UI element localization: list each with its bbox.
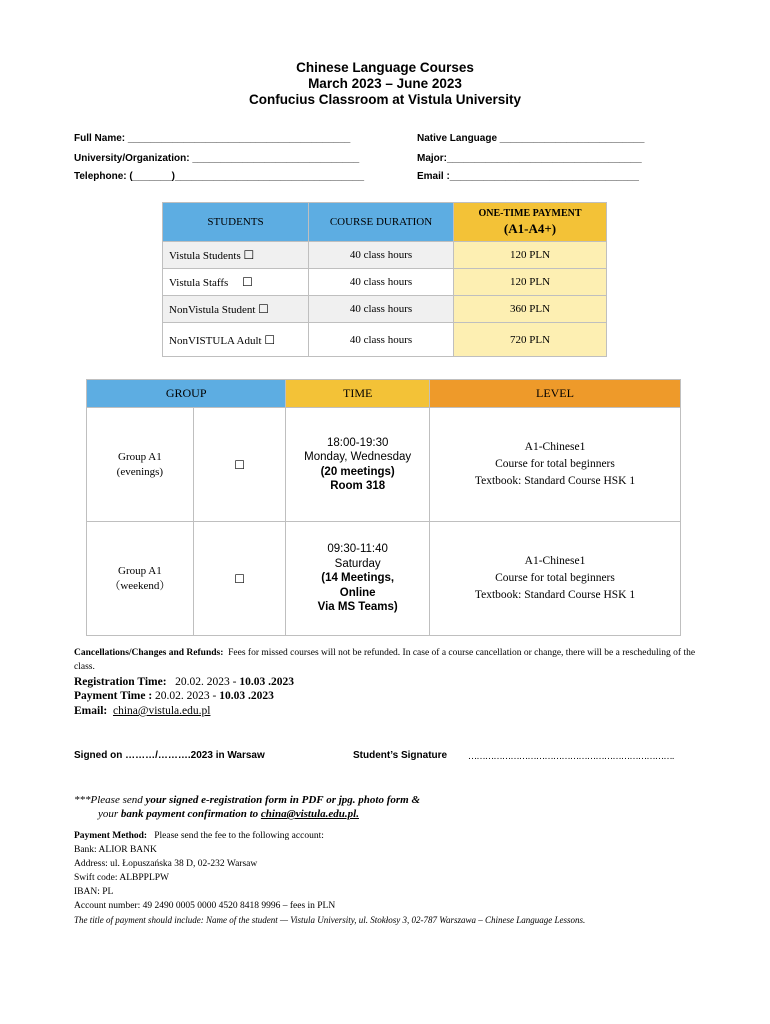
table-row xyxy=(163,269,607,296)
contact-email xyxy=(74,703,210,719)
level-cell xyxy=(429,408,680,522)
email-field[interactable]: Email :__________________________________ xyxy=(417,171,639,182)
cancellation-label: Cancellations/Changes and Refunds: xyxy=(74,648,224,658)
time-room: Room 318 xyxy=(330,480,386,492)
group-name: Group A1 xyxy=(118,450,162,463)
table-row xyxy=(163,242,607,269)
time-platform: Via MS Teams) xyxy=(317,601,398,614)
group-schedule: (evenings) xyxy=(116,465,164,478)
major-field[interactable]: Major:___________________________________ xyxy=(417,153,642,164)
cancellation-text: Fees for missed courses will not be refunded. In case of a course cancellation or change, there will be a rescheduling of the class. xyxy=(74,648,696,672)
student-type-cell xyxy=(163,323,309,357)
telephone-field[interactable]: Telephone: (_______)__________________________________ xyxy=(74,171,365,182)
iban: IBAN: PL xyxy=(74,887,114,897)
note-line2-prefix: your xyxy=(98,808,121,820)
duration-header: COURSE DURATION xyxy=(309,203,454,242)
payment-time-label: Payment Time : xyxy=(74,690,153,702)
group-select-cell xyxy=(193,522,286,636)
university-field[interactable]: University/Organization: ______________________________ xyxy=(74,153,360,164)
student-type-cell xyxy=(163,269,309,296)
registration-end: 10.03 .2023 xyxy=(239,676,294,688)
vistula-staffs-checkbox[interactable]: ☐ xyxy=(242,275,253,289)
course-dates: March 2023 – June 2023 xyxy=(308,76,462,91)
student-signature-label: Student’s Signature xyxy=(353,750,448,761)
email-link[interactable]: china@vistula.edu.pl xyxy=(112,705,211,717)
vistula-students-checkbox[interactable]: ☐ xyxy=(243,248,255,262)
group-name-cell xyxy=(87,522,194,636)
signed-on[interactable]: Signed on ………/……….2023 in Warsaw xyxy=(74,750,265,761)
full-name-field[interactable]: Full Name: ________________________________________ xyxy=(74,133,351,144)
email-label: Email: xyxy=(74,705,108,717)
level-header: LEVEL xyxy=(429,380,680,408)
payment-title-note: The title of payment should include: Name of the student — Vistula University, ul. Stokłosy 3, 02-787 Warszawa – Chinese Language Lessons. xyxy=(74,915,586,925)
time-cell xyxy=(286,522,430,636)
table-row xyxy=(87,408,681,522)
payment-method-intro: Please send the fee to the following account: xyxy=(154,831,324,841)
bank-address: Address: ul. Łopuszańska 38 D, 02-232 Warsaw xyxy=(74,859,258,869)
time-cell xyxy=(286,408,430,522)
level-textbook: Textbook: Standard Course HSK 1 xyxy=(474,475,636,487)
group-name: Group A1 xyxy=(118,564,162,577)
group-weekend-checkbox[interactable]: ☐ xyxy=(234,571,245,586)
price-cell: 120 PLN xyxy=(454,269,607,296)
time-days: Monday, Wednesday xyxy=(304,451,412,463)
group-evenings-checkbox[interactable]: ☐ xyxy=(234,457,245,472)
duration-cell: 40 class hours xyxy=(309,296,454,323)
time-meetings: (14 Meetings, xyxy=(321,572,395,585)
duration-cell: 40 class hours xyxy=(309,323,454,357)
signature-line[interactable]: ………………………………………………………………. xyxy=(468,751,674,761)
note-confirmation-text: bank payment confirmation to xyxy=(120,808,261,820)
groups-table xyxy=(86,379,681,636)
cancellation-policy xyxy=(74,646,696,674)
student-type-label: Vistula Students xyxy=(169,250,241,262)
note-email-link[interactable]: china@vistula.edu.pl. xyxy=(260,808,359,820)
swift-code: Swift code: ALBPPLPW xyxy=(74,873,170,883)
level-description: Course for total beginners xyxy=(495,458,615,470)
payment-method-label: Payment Method: xyxy=(74,831,148,841)
time-mode: Online xyxy=(339,586,376,599)
student-type-label: NonVistula Student xyxy=(169,304,256,316)
student-type-label: NonVISTULA Adult xyxy=(169,334,262,347)
course-venue: Confucius Classroom at Vistula University xyxy=(248,92,522,107)
payment-header xyxy=(454,203,607,242)
price-cell: 120 PLN xyxy=(454,242,607,269)
time-range: 09:30-11:40 xyxy=(327,543,388,556)
fees-table xyxy=(162,202,607,357)
student-type-cell xyxy=(163,242,309,269)
student-type-cell xyxy=(163,296,309,323)
level-name: A1-Chinese1 xyxy=(524,441,586,453)
payment-method xyxy=(74,829,714,927)
nonvistula-student-checkbox[interactable]: ☐ xyxy=(258,302,269,316)
group-header: GROUP xyxy=(87,380,286,408)
registration-label: Registration Time: xyxy=(74,676,167,688)
table-row xyxy=(163,323,607,357)
payment-header-line2: (A1-A4+) xyxy=(503,220,557,236)
duration-cell: 40 class hours xyxy=(309,242,454,269)
note-prefix: ***Please send xyxy=(74,794,146,806)
group-schedule: （weekend） xyxy=(109,579,171,592)
group-name-cell xyxy=(87,408,194,522)
group-select-cell xyxy=(193,408,286,522)
submission-note xyxy=(74,793,420,821)
native-language-field[interactable]: Native Language __________________________ xyxy=(417,133,645,144)
level-description: Course for total beginners xyxy=(495,572,615,584)
table-row xyxy=(163,296,607,323)
registration-start: 20.02. 2023 - xyxy=(175,676,240,688)
bank-name: Bank: ALIOR BANK xyxy=(74,845,157,855)
time-days: Saturday xyxy=(334,557,381,570)
note-bold-text: your signed e-registration form in PDF or jpg. photo form & xyxy=(145,794,421,806)
level-cell xyxy=(429,522,680,636)
students-header: STUDENTS xyxy=(163,203,309,242)
level-textbook: Textbook: Standard Course HSK 1 xyxy=(474,589,636,601)
payment-header-line1: ONE-TIME PAYMENT xyxy=(478,207,582,219)
time-header: TIME xyxy=(286,380,430,408)
payment-time-start: 20.02. 2023 - xyxy=(152,690,220,702)
payment-time xyxy=(74,688,274,704)
course-title: Chinese Language Courses xyxy=(296,60,474,75)
nonvistula-adult-checkbox[interactable]: ☐ xyxy=(264,332,276,347)
time-meetings: (20 meetings) xyxy=(320,465,395,478)
student-type-label: Vistula Staffs xyxy=(169,277,229,289)
payment-time-end: 10.03 .2023 xyxy=(219,690,274,702)
account-number: Account number: 49 2490 0005 0000 4520 8418 9996 – fees in PLN xyxy=(74,901,336,911)
time-range: 18:00-19:30 xyxy=(326,436,389,449)
table-row xyxy=(87,522,681,636)
price-cell: 720 PLN xyxy=(454,323,607,357)
level-name: A1-Chinese1 xyxy=(524,555,586,567)
price-cell: 360 PLN xyxy=(454,296,607,323)
duration-cell: 40 class hours xyxy=(309,269,454,296)
